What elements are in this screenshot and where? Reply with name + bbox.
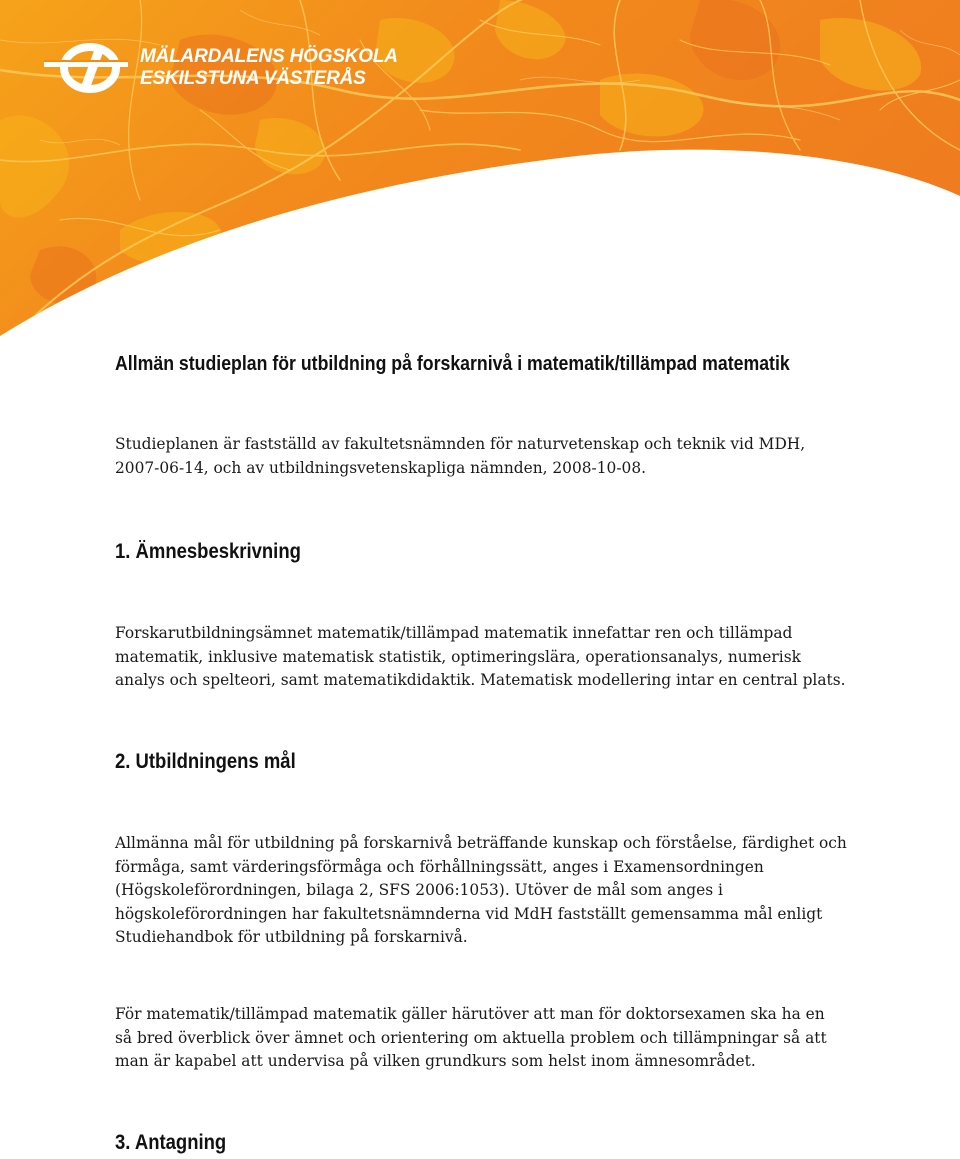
paragraph-line: För matematik/tillämpad matematik gäller härutöver att man för doktorsexamen ska ha en — [115, 1005, 825, 1023]
section-2-paragraph-1 — [115, 832, 855, 950]
paragraph-line: förmåga, samt värderingsförmåga och förhållningssätt, anges i Examensordningen — [115, 857, 764, 876]
logo-line-1: MÄLARDALENS HÖGSKOLA — [140, 46, 398, 67]
intro-paragraph — [115, 433, 855, 480]
mdh-logo-icon — [44, 42, 128, 94]
intro-line: Studieplanen är fastställd av fakultetsnämnden för naturvetenskap och teknik vid MDH, — [115, 435, 806, 453]
section-1-paragraph — [115, 622, 855, 693]
section-heading-amnesbeskrivning: 1. Ämnesbeskrivning — [115, 540, 301, 563]
paragraph-line: analys och spelteori, samt matematikdidaktik. Matematisk modellering intar en central plats. — [115, 671, 846, 689]
document-title: Allmän studieplan för utbildning på forskarnivå i matematik/tillämpad matematik — [115, 353, 790, 375]
paragraph-line: Allmänna mål för utbildning på forskarnivå beträffande kunskap och förståelse, färdighet och — [115, 834, 847, 852]
paragraph-line: så bred överblick över ämnet och orientering om aktuella problem och tillämpningar så att — [115, 1028, 827, 1047]
paragraph-line: högskoleförordningen har fakultetsnämnderna vid MdH fastställt gemensamma mål enligt — [115, 904, 823, 923]
paragraph-line: Studiehandbok för utbildning på forskarnivå. — [115, 928, 468, 946]
section-heading-antagning: 3. Antagning — [115, 1131, 227, 1154]
paragraph-line: man är kapabel att undervisa på vilken grundkurs som helst inom ämnesområdet. — [115, 1052, 756, 1070]
section-heading-utbildningens-mal: 2. Utbildningens mål — [115, 750, 296, 773]
logo-line-2: ESKILSTUNA VÄSTERÅS — [140, 68, 366, 89]
section-2-paragraph-2 — [115, 1003, 855, 1074]
logo-text — [140, 46, 398, 90]
header-banner — [0, 0, 960, 340]
paragraph-line: Forskarutbildningsämnet matematik/tillämpad matematik innefattar ren och tillämpad — [115, 624, 793, 642]
paragraph-line: matematik, inklusive matematisk statistik, optimeringslära, operationsanalys, numerisk — [115, 647, 801, 666]
mdh-logo — [44, 42, 398, 94]
intro-line: 2007-06-14, och av utbildningsvetenskapliga nämnden, 2008-10-08. — [115, 458, 647, 477]
paragraph-line: (Högskoleförordningen, bilaga 2, SFS 2006:1053). Utöver de mål som anges i — [115, 881, 723, 899]
